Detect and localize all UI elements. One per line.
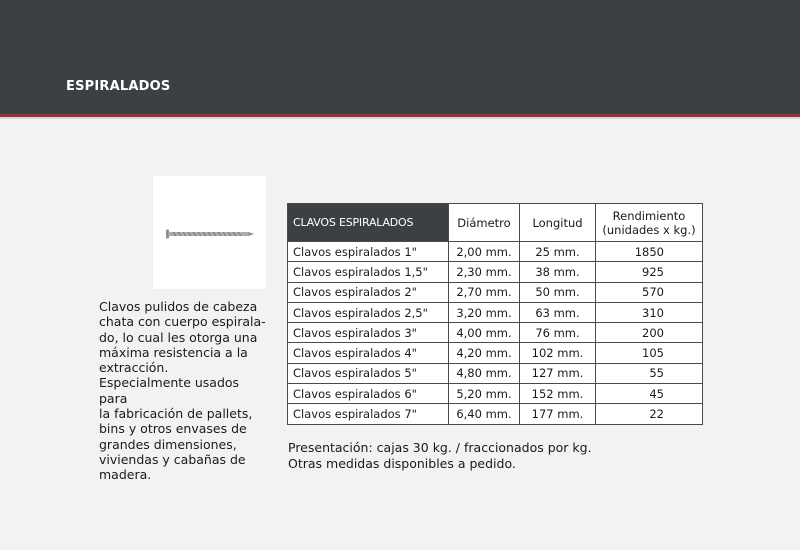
description-line: Especialmente usados para — [99, 375, 240, 406]
description-line: la fabricación de pallets, — [99, 406, 253, 422]
cell-longitud: 25 mm. — [520, 242, 596, 262]
cell-rendimiento: 22 — [596, 404, 703, 424]
cell-name: Clavos espiralados 5" — [288, 363, 449, 383]
table-row — [288, 323, 703, 343]
cell-longitud: 152 mm. — [520, 384, 596, 404]
cell-diametro: 2,70 mm. — [449, 282, 520, 302]
cell-longitud: 127 mm. — [520, 363, 596, 383]
description-line: grandes dimensiones, — [99, 436, 237, 452]
column-header-name: CLAVOS ESPIRALADOS — [288, 204, 449, 242]
table-row — [288, 343, 703, 363]
table-row — [288, 302, 703, 322]
cell-name: Clavos espiralados 6" — [288, 384, 449, 404]
description-line: chata con cuerpo espirala- — [99, 314, 266, 330]
page-header — [0, 0, 800, 114]
header-divider — [0, 117, 800, 119]
table-row — [288, 242, 703, 262]
cell-rendimiento: 570 — [596, 282, 703, 302]
cell-rendimiento: 55 — [596, 363, 703, 383]
product-image — [153, 176, 266, 289]
cell-diametro: 4,00 mm. — [449, 323, 520, 343]
cell-longitud: 63 mm. — [520, 302, 596, 322]
rendimiento-label: Rendimiento — [612, 208, 686, 223]
cell-name: Clavos espiralados 7" — [288, 404, 449, 424]
cell-longitud: 177 mm. — [520, 404, 596, 424]
cell-name: Clavos espiralados 4" — [288, 343, 449, 363]
column-header-diametro: Diámetro — [449, 204, 520, 242]
table-row — [288, 363, 703, 383]
description-line: do, lo cual les otorga una — [99, 329, 258, 345]
description-line: viviendas y cabañas de — [99, 451, 246, 467]
table-row — [288, 384, 703, 404]
cell-diametro: 4,20 mm. — [449, 343, 520, 363]
column-header-longitud: Longitud — [520, 204, 596, 242]
description-line: bins y otros envases de — [99, 421, 247, 437]
product-description — [99, 299, 271, 483]
presentation-line: Presentación: cajas 30 kg. / fraccionados por kg. — [288, 440, 592, 455]
description-line: máxima resistencia a la — [99, 344, 248, 360]
cell-longitud: 102 mm. — [520, 343, 596, 363]
cell-diametro: 3,20 mm. — [449, 302, 520, 322]
column-header-rendimiento — [596, 204, 703, 242]
cell-diametro: 5,20 mm. — [449, 384, 520, 404]
cell-rendimiento: 310 — [596, 302, 703, 322]
cell-name: Clavos espiralados 1,5" — [288, 262, 449, 282]
cell-rendimiento: 925 — [596, 262, 703, 282]
cell-rendimiento: 105 — [596, 343, 703, 363]
cell-name: Clavos espiralados 2" — [288, 282, 449, 302]
cell-longitud: 38 mm. — [520, 262, 596, 282]
rendimiento-unit-label: (unidades x kg.) — [602, 222, 696, 237]
table-row — [288, 262, 703, 282]
cell-rendimiento: 1850 — [596, 242, 703, 262]
table-row — [288, 404, 703, 424]
cell-name: Clavos espiralados 2,5" — [288, 302, 449, 322]
cell-diametro: 6,40 mm. — [449, 404, 520, 424]
cell-rendimiento: 45 — [596, 384, 703, 404]
description-line: madera. — [99, 467, 152, 483]
cell-diametro: 4,80 mm. — [449, 363, 520, 383]
cell-longitud: 76 mm. — [520, 323, 596, 343]
table-header-row — [288, 204, 703, 242]
availability-line: Otras medidas disponibles a pedido. — [288, 456, 516, 471]
cell-name: Clavos espiralados 1" — [288, 242, 449, 262]
description-line: Clavos pulidos de cabeza — [99, 299, 258, 314]
description-line: extracción. — [99, 360, 169, 376]
cell-longitud: 50 mm. — [520, 282, 596, 302]
page-title: ESPIRALADOS — [66, 79, 171, 94]
presentation-note — [288, 440, 592, 472]
specs-table — [287, 203, 703, 425]
cell-rendimiento: 200 — [596, 323, 703, 343]
cell-diametro: 2,00 mm. — [449, 242, 520, 262]
cell-diametro: 2,30 mm. — [449, 262, 520, 282]
spiral-nail-icon — [153, 176, 266, 289]
table-row — [288, 282, 703, 302]
cell-name: Clavos espiralados 3" — [288, 323, 449, 343]
